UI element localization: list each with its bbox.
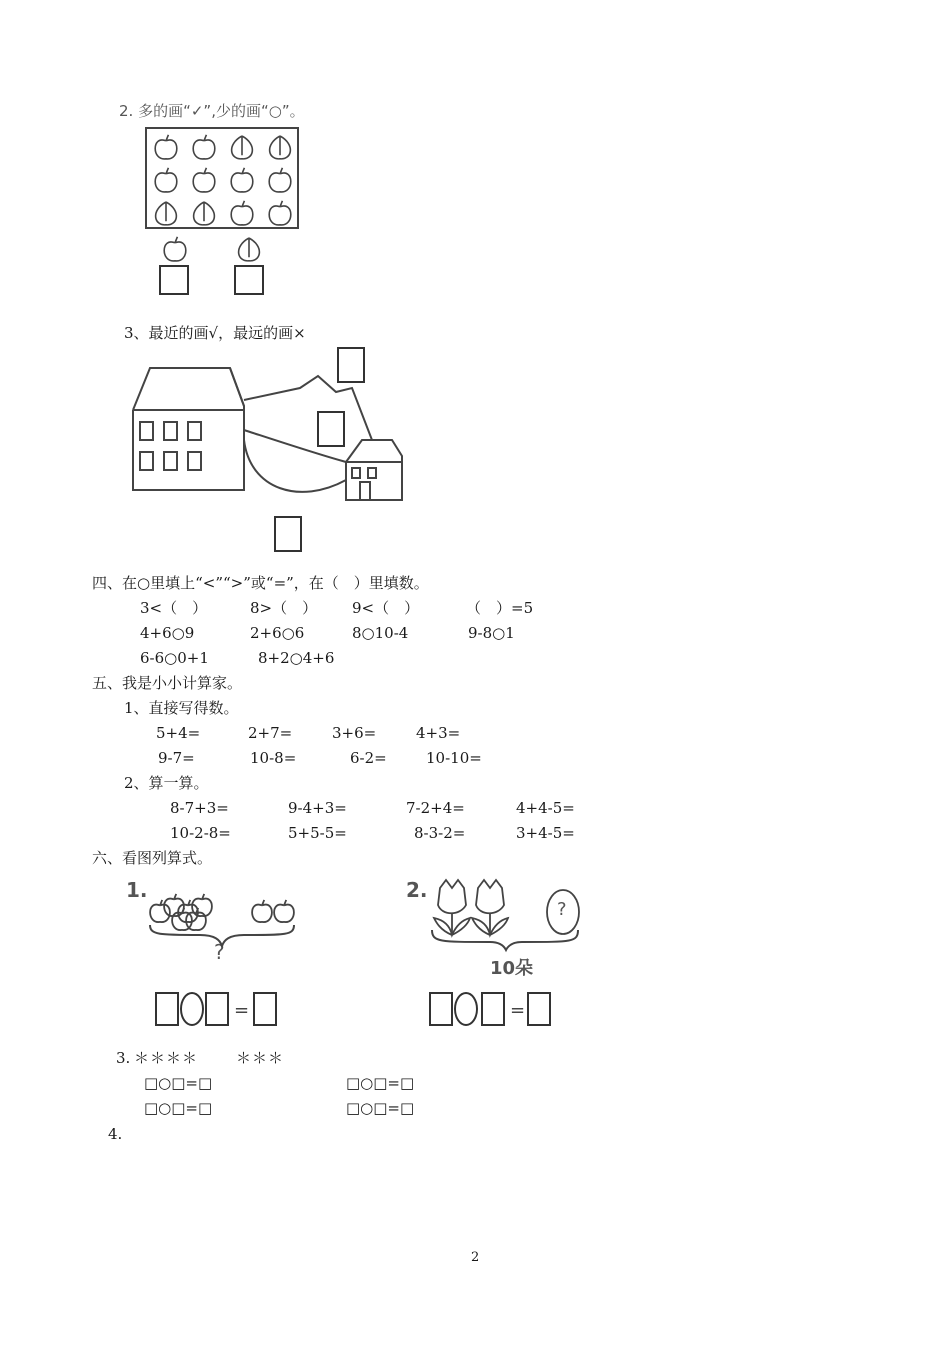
q3-eq-1: □○□=□ — [144, 1074, 213, 1092]
apple-icon — [193, 168, 215, 192]
s5-p1-r1-c0: 9-7= — [158, 749, 195, 767]
s5-p1-r0-c1: 2+7= — [248, 724, 293, 742]
s4-r0-c3: （ ）=5 — [466, 599, 534, 617]
eq2-box-c — [528, 993, 550, 1025]
q3-eq-3: □○□=□ — [144, 1099, 213, 1117]
q2-title: 2. 多的画“✓”,少的画“○”。 — [119, 102, 305, 120]
apple-icon — [231, 201, 253, 225]
pic1-label: 1. — [126, 878, 148, 902]
apple-icon — [164, 237, 186, 261]
s5-p2-r0-c1: 9-4+3= — [288, 799, 347, 817]
answer-box-bottom — [275, 517, 301, 551]
apple-icon — [155, 135, 177, 159]
peach-icon — [156, 202, 177, 225]
peach-icon — [194, 202, 215, 225]
s4-r1-c1: 2+6○6 — [250, 624, 305, 642]
apple-icon — [186, 908, 206, 930]
pic2-total: 10朵 — [490, 958, 534, 979]
s5-p1-r0-c0: 5+4= — [156, 724, 201, 742]
peach-answer-box — [235, 266, 263, 294]
s5-p2-r0-c0: 8-7+3= — [170, 799, 229, 817]
s4-r0-c2: 9<（ ） — [352, 599, 420, 617]
apple-icon — [164, 894, 184, 916]
answer-box-top — [338, 348, 364, 382]
s4-r1-c2: 8○10-4 — [352, 624, 409, 642]
apple-icon — [178, 900, 198, 922]
peach-icon — [232, 136, 253, 159]
s5-p1-r1-c2: 6-2= — [350, 749, 387, 767]
apple-icon — [172, 908, 192, 930]
fruit-icons — [155, 135, 291, 225]
peach-icon — [239, 238, 260, 261]
section-5-title: 五、我是小小计算家。 — [92, 674, 243, 692]
section-4-title: 四、在○里填上“<”“>”或“=”，在（ ）里填数。 — [92, 574, 429, 592]
s5-p2-r0-c2: 7-2+4= — [406, 799, 465, 817]
eq2-circle — [455, 993, 477, 1025]
q3-eq-4: □○□=□ — [346, 1099, 415, 1117]
s5-p1-r1-c3: 10-10= — [426, 749, 482, 767]
q3-eq-2: □○□=□ — [346, 1074, 415, 1092]
section-6-title: 六、看图列算式。 — [92, 849, 213, 867]
s4-r1-c3: 9-8○1 — [468, 624, 515, 642]
pic2-label: 2. — [406, 878, 428, 902]
s5-p2-r1-c1: 5+5-5= — [288, 824, 347, 842]
s5-p2-r0-c3: 4+4-5= — [516, 799, 575, 817]
s5-p1-r0-c3: 4+3= — [416, 724, 461, 742]
apple-icon — [150, 900, 170, 922]
apple-icon — [192, 894, 212, 916]
s5-p2-r1-c0: 10-2-8= — [170, 824, 231, 842]
s4-r2-c1: 8+2○4+6 — [258, 649, 335, 667]
s5-part1-title: 1、直接写得数。 — [124, 699, 239, 717]
s4-r2-c0: 6-6○0+1 — [140, 649, 209, 667]
pic1-question: ? — [214, 940, 225, 964]
apple-answer-box — [160, 266, 188, 294]
peach-icon — [270, 136, 291, 159]
q3-stars-b: ＊＊＊ — [236, 1049, 285, 1067]
eq1-box-b — [206, 993, 228, 1025]
apple-icon — [252, 900, 272, 922]
q4-label: 4. — [108, 1125, 123, 1143]
apple-icon — [269, 201, 291, 225]
answer-box-middle — [318, 412, 344, 446]
eq1-box-a — [156, 993, 178, 1025]
q3-title: 3、最近的画√，最远的画× — [124, 324, 306, 342]
apple-icon — [269, 168, 291, 192]
s5-part2-title: 2、算一算。 — [124, 774, 209, 792]
svg-text:=: = — [234, 1000, 250, 1021]
apple-icon — [274, 900, 294, 922]
s5-p2-r1-c3: 3+4-5= — [516, 824, 575, 842]
s4-r1-c0: 4+6○9 — [140, 624, 195, 642]
svg-text:=: = — [510, 1000, 526, 1021]
apple-icon — [231, 168, 253, 192]
s4-r0-c0: 3<（ ） — [140, 599, 208, 617]
pic2-question: ? — [557, 899, 567, 920]
apple-icon — [193, 135, 215, 159]
s5-p1-r0-c2: 3+6= — [332, 724, 377, 742]
s4-r0-c1: 8>（ ） — [250, 599, 318, 617]
page-number: 2 — [471, 1250, 480, 1265]
q3-label: 3. — [116, 1049, 131, 1067]
s5-p2-r1-c2: 8-3-2= — [414, 824, 466, 842]
q3-stars-a: ＊＊＊＊ — [134, 1049, 199, 1067]
eq2-box-b — [482, 993, 504, 1025]
s5-p1-r1-c1: 10-8= — [250, 749, 297, 767]
eq2-box-a — [430, 993, 452, 1025]
apple-icon — [155, 168, 177, 192]
eq1-box-c — [254, 993, 276, 1025]
eq1-circle — [181, 993, 203, 1025]
